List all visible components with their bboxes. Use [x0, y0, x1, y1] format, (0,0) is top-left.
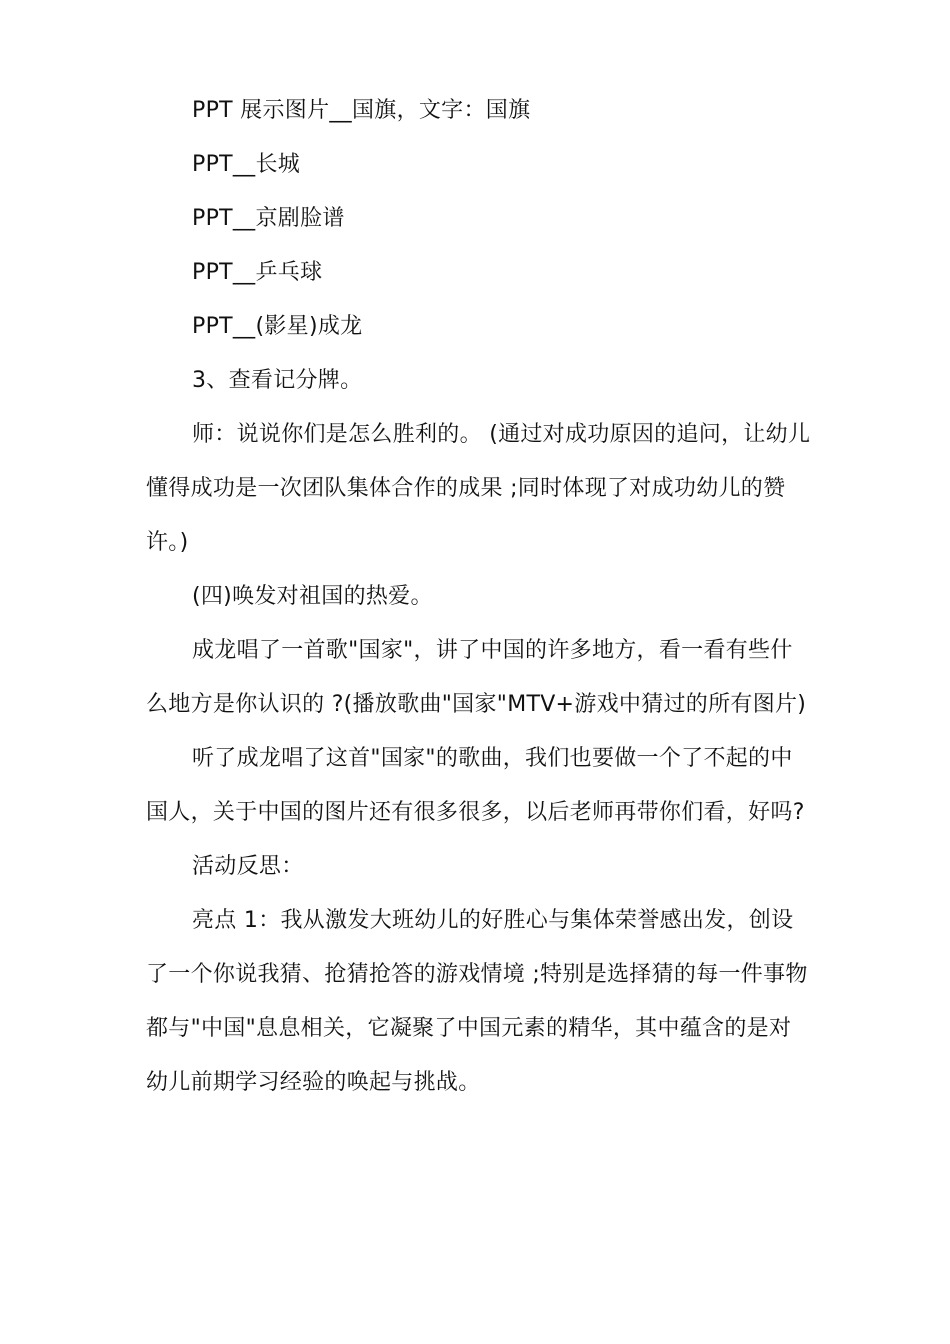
paragraph-ppt-jackie-chan: PPT__(影星)成龙: [192, 314, 363, 339]
paragraph-ppt-ping-pong: PPT__乒乓球: [192, 260, 323, 285]
paragraph-section-four: (四)唤发对祖国的热爱。: [192, 584, 433, 609]
paragraph-song-country: 成龙唱了一首歌"国家"，讲了中国的许多地方，看一看有些什么地方是你认识的 ?(播放歌曲"国家"MTV+游戏中猜过的所有图片): [146, 638, 807, 717]
paragraph-after-song: 听了成龙唱了这首"国家"的歌曲，我们也要做一个了不起的中国人，关于中国的图片还有很多很多，以后老师再带你们看，好吗?: [146, 746, 805, 825]
paragraph-teacher-question: 师：说说你们是怎么胜利的。 (通过对成功原因的追问，让幼儿懂得成功是一次团队集体合作的成果 ;同时体现了对成功幼儿的赞许。): [146, 422, 811, 555]
paragraph-highlight-one: 亮点 1：我从激发大班幼儿的好胜心与集体荣誉感出发，创设了一个你说我猜、抢猜抢答的游戏情境 ;特别是选择猜的每一件事物都与"中国"息息相关，它凝聚了中国元素的精华，其中蕴含的是对幼儿前期学习经验的唤起与挑战。: [146, 908, 808, 1095]
paragraph-ppt-flag: PPT 展示图片__国旗，文字：国旗: [192, 98, 531, 123]
paragraph-ppt-great-wall: PPT__长城: [192, 152, 301, 177]
paragraph-ppt-opera-mask: PPT__京剧脸谱: [192, 206, 345, 231]
paragraph-scoreboard: 3、查看记分牌。: [192, 368, 363, 393]
document-body: [146, 84, 811, 1110]
paragraph-reflection-heading: 活动反思：: [192, 854, 304, 879]
